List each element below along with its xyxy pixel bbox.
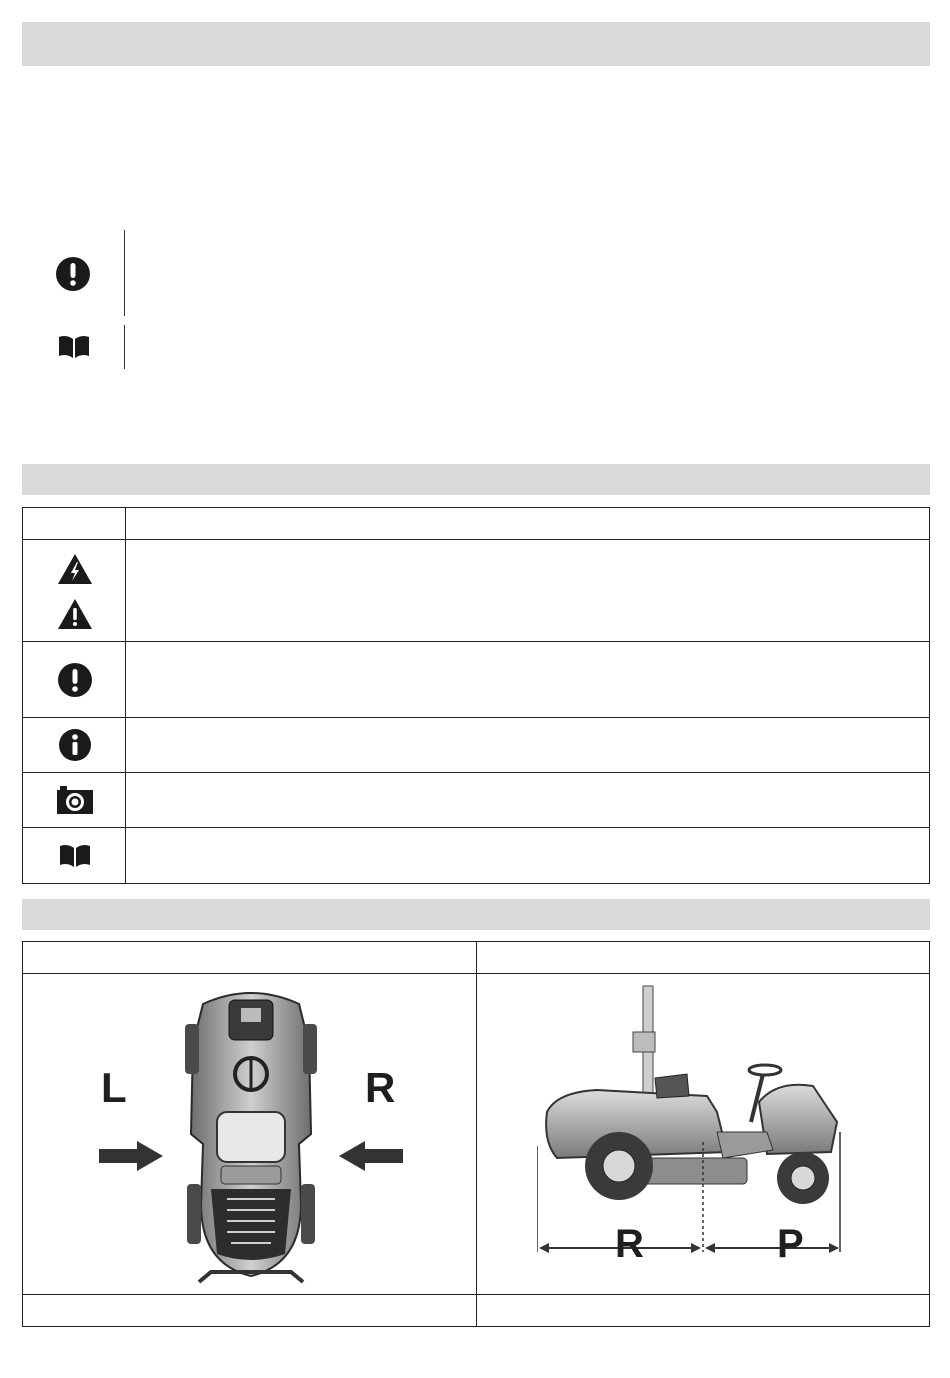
figure-header-right [477,942,930,974]
table-row [23,540,930,642]
note-divider-2 [124,325,125,369]
figure-header-row [23,942,930,974]
open-book-icon [59,844,91,868]
arrow-right-icon [97,1139,165,1173]
symbol-cell [23,642,126,718]
mower-top-view-illustration [181,984,321,1288]
table-row [23,828,930,884]
left-side-label: L [101,1064,127,1111]
figure-header-left [23,942,477,974]
warning-triangle-icon [57,598,93,630]
figure-caption-row [23,1295,930,1327]
figures-table [22,941,930,1327]
symbol-cell [23,773,126,828]
right-side-label: R [365,1064,396,1111]
table-row [23,642,930,718]
section-header-band-1 [22,22,930,66]
symbol-cell [23,540,126,642]
table-header-row [23,508,930,540]
top-view-cell [23,974,477,1295]
info-circle-icon [58,728,92,762]
figure-caption-left [23,1295,477,1327]
mower-side-view-illustration [537,982,877,1288]
exclamation-circle-icon [55,256,91,292]
symbol-cell [23,828,126,884]
figure-caption-right [477,1295,930,1327]
electric-hazard-icon [57,553,93,585]
table-row [23,718,930,773]
meaning-cell [126,773,930,828]
figure-row [23,974,930,1295]
meaning-column-header [126,508,930,540]
table-row [23,773,930,828]
section-header-band-3 [22,899,930,930]
symbol-cell [23,718,126,773]
camera-icon [56,785,94,815]
side-view-cell [477,974,930,1295]
rear-dimension-label: R [615,1222,644,1266]
symbol-column-header [23,508,126,540]
meaning-cell [126,718,930,773]
exclamation-circle-icon [57,662,93,698]
section-header-band-2 [22,464,930,495]
open-book-icon [58,335,90,359]
meaning-cell [126,642,930,718]
front-dimension-label: P [777,1222,804,1266]
meaning-cell [126,828,930,884]
symbols-table [22,507,930,884]
arrow-left-icon [337,1139,405,1173]
note-divider-1 [124,230,125,316]
meaning-cell [126,540,930,642]
